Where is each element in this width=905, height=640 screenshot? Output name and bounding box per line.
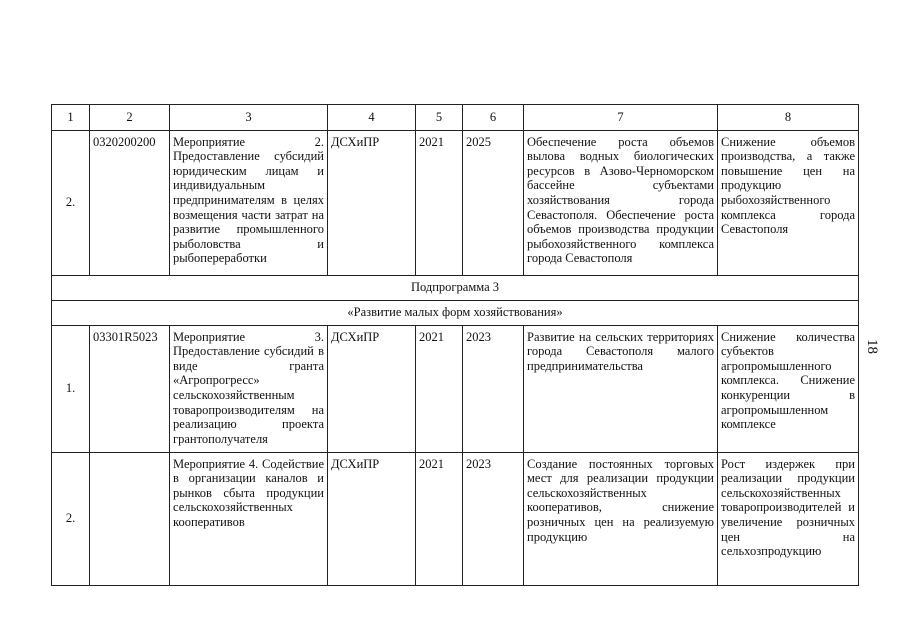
budget-code: 03301R5023 xyxy=(90,325,170,452)
row-number: 2. xyxy=(52,130,90,275)
subprogram-title-row xyxy=(52,300,859,325)
program-table xyxy=(51,104,859,586)
expected-result: Создание постоянных торговых мест для реализации продукции сельскохозяйственных кооперативов, снижение розничных цен на реализуемую продукцию xyxy=(524,452,718,585)
start-year: 2021 xyxy=(416,325,463,452)
header-cell: 2 xyxy=(90,105,170,131)
start-year: 2021 xyxy=(416,452,463,585)
executor: ДСХиПР xyxy=(328,130,416,275)
consequence: Снижение объемов производства, а также повышение цен на продукцию рыбохозяйственного комплекса города Севастополя xyxy=(718,130,859,275)
page-number: 18 xyxy=(864,339,880,354)
header-cell: 5 xyxy=(416,105,463,131)
consequence: Снижение количества субъектов агропромышленного комплекса. Снижение конкуренции в агропромышленном комплексе xyxy=(718,325,859,452)
start-year: 2021 xyxy=(416,130,463,275)
row-number: 1. xyxy=(52,325,90,452)
end-year: 2025 xyxy=(463,130,524,275)
row-number: 2. xyxy=(52,452,90,585)
table-row xyxy=(52,325,859,452)
executor: ДСХиПР xyxy=(328,452,416,585)
end-year: 2023 xyxy=(463,452,524,585)
subprogram-row xyxy=(52,275,859,300)
event-name: Мероприятие 4. Содействие в организации каналов и рынков сбыта продукции сельскохозяйственных кооперативов xyxy=(170,452,328,585)
expected-result: Обеспечение роста объемов вылова водных биологических ресурсов в Азово-Черноморском бассейне субъектами хозяйствования города Севастополя. Обеспечение роста объемов производства продукции рыбохозяйственного комплекса города Севастополя xyxy=(524,130,718,275)
event-name: Мероприятие 2. Предоставление субсидий юридическим лицам и индивидуальным предпринимателям в целях возмещения части затрат на развитие промышленного рыболовства и рыбопереработки xyxy=(170,130,328,275)
header-cell: 4 xyxy=(328,105,416,131)
executor: ДСХиПР xyxy=(328,325,416,452)
event-name: Мероприятие 3. Предоставление субсидий в виде гранта «Агропрогресс» сельскохозяйственным товаропроизводителям на реализацию проекта грантополучателя xyxy=(170,325,328,452)
end-year: 2023 xyxy=(463,325,524,452)
header-cell: 3 xyxy=(170,105,328,131)
consequence: Рост издержек при реализации продукции сельскохозяйственных товаропроизводителей и увеличение розничных цен на сельхозпродукцию xyxy=(718,452,859,585)
header-cell: 7 xyxy=(524,105,718,131)
budget-code: 0320200200 xyxy=(90,130,170,275)
budget-code xyxy=(90,452,170,585)
header-cell: 8 xyxy=(718,105,859,131)
header-row xyxy=(52,105,859,131)
table-row xyxy=(52,130,859,275)
header-cell: 6 xyxy=(463,105,524,131)
header-cell: 1 xyxy=(52,105,90,131)
expected-result: Развитие на сельских территориях города Севастополя малого предпринимательства xyxy=(524,325,718,452)
subprogram-title: «Развитие малых форм хозяйствования» xyxy=(52,300,859,325)
subprogram-label: Подпрограмма 3 xyxy=(52,275,859,300)
table-row xyxy=(52,452,859,585)
